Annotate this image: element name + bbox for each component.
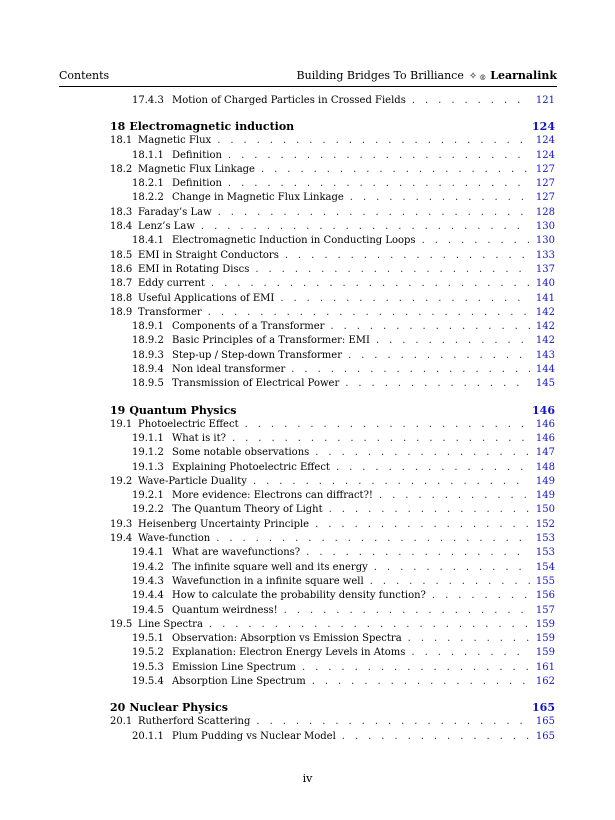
toc-page-link[interactable]: 142 [535, 306, 555, 318]
toc-entry-number: 19.2.1 [132, 490, 164, 502]
toc-page-link[interactable]: 141 [535, 292, 555, 304]
toc-subsection-entry[interactable] [110, 350, 555, 364]
toc-leader-dots [245, 419, 530, 430]
toc-subsection-entry[interactable] [110, 504, 555, 518]
toc-entry-title: Change in Magnetic Flux Linkage [172, 192, 344, 204]
toc-page-link[interactable]: 152 [535, 518, 555, 530]
sparkle-icon: ✧ [468, 71, 478, 82]
toc-entry-number: 19.2.2 [132, 504, 164, 516]
toc-entry-title: Faraday’s Law [138, 206, 212, 218]
toc-section-entry[interactable] [110, 164, 555, 178]
toc-entry-number: 18.4.1 [132, 235, 164, 247]
toc-page-link[interactable]: 159 [535, 618, 555, 630]
toc-gap [110, 109, 555, 120]
toc-page-link[interactable]: 150 [535, 504, 555, 516]
toc-subsection-entry[interactable] [110, 235, 555, 249]
toc-page-link[interactable]: 130 [535, 221, 555, 233]
toc-subsection-entry[interactable] [110, 364, 555, 378]
toc-leader-dots [379, 490, 530, 501]
toc-page-link[interactable]: 142 [535, 321, 555, 333]
toc-page-link[interactable]: 162 [535, 675, 555, 687]
toc-subsection-entry[interactable] [110, 590, 555, 604]
toc-subsection-entry[interactable] [110, 490, 555, 504]
toc-leader-dots [255, 264, 530, 275]
toc-subsection-entry[interactable] [110, 321, 555, 335]
toc-entry-number: 19.1.3 [132, 461, 164, 473]
header-section-label: Contents [59, 69, 110, 82]
toc-leader-dots [312, 676, 530, 687]
toc-subsection-entry[interactable] [110, 676, 555, 690]
toc-page-link[interactable]: 142 [535, 335, 555, 347]
toc-entry-number: 18.9.3 [132, 349, 164, 361]
toc-subsection-entry[interactable] [110, 547, 555, 561]
toc-entry-number: 19.1.1 [132, 432, 164, 444]
toc-leader-dots [350, 192, 530, 203]
running-header [59, 66, 557, 82]
toc-section-entry[interactable] [110, 307, 555, 321]
toc-page-link[interactable]: 127 [535, 192, 555, 204]
toc-page-link[interactable]: 165 [532, 701, 555, 715]
toc-page-link[interactable]: 147 [535, 447, 555, 459]
toc-subsection-entry[interactable] [110, 192, 555, 206]
table-of-contents [110, 95, 555, 745]
toc-gap [110, 690, 555, 701]
toc-page-link[interactable]: 127 [535, 178, 555, 190]
toc-entry-number: 19.5.3 [132, 661, 164, 673]
toc-leader-dots [336, 462, 530, 473]
header-brand [297, 69, 557, 82]
toc-page-link[interactable]: 128 [535, 206, 555, 218]
toc-entry-number: 19.1 [110, 418, 133, 430]
toc-leader-dots [228, 178, 530, 189]
toc-page-link[interactable]: 148 [535, 461, 555, 473]
toc-leader-dots [280, 293, 530, 304]
toc-page-link[interactable]: 133 [535, 249, 555, 261]
toc-entry-number: 18.2.2 [132, 192, 164, 204]
toc-entry-title: What are wavefunctions? [172, 547, 301, 559]
toc-entry-title: Quantum Physics [129, 403, 237, 417]
toc-entry-title: Photoelectric Effect [138, 418, 239, 430]
toc-leader-dots [315, 447, 530, 458]
toc-page-link[interactable]: 144 [535, 364, 555, 376]
toc-entry-number: 20.1.1 [132, 730, 164, 742]
toc-entry-number: 18.2 [110, 163, 133, 175]
toc-leader-dots [285, 250, 530, 261]
toc-page-link[interactable]: 165 [535, 730, 555, 742]
toc-section-entry[interactable] [110, 135, 555, 149]
toc-entry-number: 20 [110, 701, 126, 715]
toc-subsection-entry[interactable] [110, 731, 555, 745]
toc-entry-title: Magnetic Flux [138, 135, 212, 147]
toc-entry-title: Line Spectra [138, 618, 203, 630]
toc-entry-number: 18.9.5 [132, 378, 164, 390]
toc-entry-title: Definition [172, 149, 222, 161]
toc-subsection-entry[interactable] [110, 335, 555, 349]
toc-section-entry[interactable] [110, 264, 555, 278]
toc-entry-number: 18.1 [110, 135, 133, 147]
toc-section-entry[interactable] [110, 533, 555, 547]
registered-mark: ® [479, 74, 487, 82]
brand-name: Learnalink [490, 69, 557, 82]
toc-leader-dots [432, 590, 530, 601]
toc-subsection-entry[interactable] [110, 433, 555, 447]
toc-page-link[interactable]: 153 [535, 547, 555, 559]
toc-section-entry[interactable] [110, 278, 555, 292]
toc-section-entry[interactable] [110, 519, 555, 533]
toc-section-entry[interactable] [110, 250, 555, 264]
toc-leader-dots [374, 562, 530, 573]
toc-page-link[interactable]: 137 [535, 263, 555, 275]
toc-entry-title: EMI in Straight Conductors [138, 249, 279, 261]
toc-chapter-entry[interactable] [110, 404, 555, 419]
toc-section-entry[interactable] [110, 207, 555, 221]
toc-section-entry[interactable] [110, 293, 555, 307]
toc-entry-title: Some notable observations [172, 447, 310, 459]
toc-leader-dots [209, 619, 530, 630]
toc-leader-dots [253, 476, 530, 487]
toc-subsection-entry[interactable] [110, 150, 555, 164]
toc-entry-number: 18 [110, 120, 126, 134]
toc-entry-number: 18.9.4 [132, 364, 164, 376]
toc-leader-dots [211, 278, 530, 289]
toc-entry-title: Components of a Transformer [172, 321, 325, 333]
toc-leader-dots [329, 504, 530, 515]
toc-entry-title: Magnetic Flux Linkage [138, 163, 255, 175]
toc-entry-number: 18.7 [110, 278, 133, 290]
toc-entry-number: 18.5 [110, 249, 133, 261]
toc-entry-number: 17.4.3 [132, 95, 164, 106]
toc-entry-title: Motion of Charged Particles in Crossed Fields [172, 95, 406, 106]
toc-gap [110, 393, 555, 404]
toc-leader-dots [217, 135, 530, 146]
toc-entry-number: 18.4 [110, 221, 133, 233]
toc-subsection-entry[interactable] [110, 633, 555, 647]
toc-entry-number: 19.4.3 [132, 575, 164, 587]
toc-entry-number: 19.4.2 [132, 561, 164, 573]
toc-entry-number: 18.8 [110, 292, 133, 304]
toc-leader-dots [218, 207, 530, 218]
toc-page-link[interactable]: 127 [535, 163, 555, 175]
toc-page-link[interactable]: 156 [535, 590, 555, 602]
toc-section-entry[interactable] [110, 619, 555, 633]
toc-page-link[interactable]: 145 [535, 378, 555, 390]
toc-entry-title: Useful Applications of EMI [138, 292, 275, 304]
toc-entry-number: 19.5 [110, 618, 133, 630]
toc-entry-title: Quantum weirdness! [172, 604, 278, 616]
toc-leader-dots [422, 235, 530, 246]
toc-subsection-entry[interactable] [110, 95, 555, 109]
toc-page-link[interactable]: 153 [535, 533, 555, 545]
toc-entry-title: Definition [172, 178, 222, 190]
toc-entry-number: 20.1 [110, 716, 133, 728]
toc-entry-title: Emission Line Spectrum [172, 661, 296, 673]
toc-leader-dots [256, 716, 530, 727]
toc-page-link[interactable]: 159 [535, 633, 555, 645]
toc-entry-title: Explanation: Electron Energy Levels in Atoms [172, 647, 406, 659]
toc-entry-number: 18.9.1 [132, 321, 164, 333]
toc-entry-number: 19.4 [110, 533, 133, 545]
toc-leader-dots [348, 350, 530, 361]
toc-entry-title: Electromagnetic Induction in Conducting Loops [172, 235, 416, 247]
toc-entry-number: 18.6 [110, 263, 133, 275]
toc-leader-dots [411, 647, 530, 658]
toc-leader-dots [330, 321, 529, 332]
toc-entry-title: Wave-function [138, 533, 211, 545]
page-number: iv [302, 772, 313, 785]
toc-entry-number: 18.1.1 [132, 149, 164, 161]
toc-leader-dots [342, 731, 530, 742]
toc-leader-dots [232, 433, 530, 444]
toc-leader-dots [315, 519, 530, 530]
toc-leader-dots [370, 576, 530, 587]
toc-page-link[interactable]: 146 [535, 432, 555, 444]
toc-entry-title: EMI in Rotating Discs [138, 263, 250, 275]
toc-entry-title: Observation: Absorption vs Emission Spectra [172, 633, 402, 645]
toc-section-entry[interactable] [110, 221, 555, 235]
toc-leader-dots [228, 150, 530, 161]
toc-entry-title: The Quantum Theory of Light [172, 504, 323, 516]
toc-entry-title: Electromagnetic induction [129, 120, 295, 134]
toc-entry-title: Rutherford Scattering [138, 716, 251, 728]
toc-entry-title: Transmission of Electrical Power [172, 378, 340, 390]
toc-subsection-entry[interactable] [110, 562, 555, 576]
toc-entry-number: 19.4.5 [132, 604, 164, 616]
toc-section-entry[interactable] [110, 476, 555, 490]
toc-entry-title: Wavefunction in a infinite square well [172, 575, 364, 587]
toc-entry-title: Step-up / Step-down Transformer [172, 349, 342, 361]
toc-entry-title: Basic Principles of a Transformer: EMI [172, 335, 370, 347]
toc-entry-number: 19.3 [110, 518, 133, 530]
toc-leader-dots [306, 547, 530, 558]
toc-entry-title: Explaining Photoelectric Effect [172, 461, 330, 473]
toc-leader-dots [216, 533, 530, 544]
toc-leader-dots [412, 95, 530, 106]
toc-entry-title: How to calculate the probability density function? [172, 590, 426, 602]
toc-entry-title: Lenz’s Law [138, 221, 195, 233]
toc-page-link[interactable]: 146 [532, 403, 555, 417]
toc-page-link[interactable]: 130 [535, 235, 555, 247]
toc-leader-dots [284, 605, 530, 616]
toc-section-entry[interactable] [110, 419, 555, 433]
header-book-title: Building Bridges To Brilliance [296, 69, 464, 82]
toc-entry-title: Eddy current [138, 278, 205, 290]
toc-chapter-entry[interactable] [110, 701, 555, 716]
toc-page-link[interactable]: 121 [535, 95, 555, 106]
toc-entry-number: 19.5.4 [132, 675, 164, 687]
toc-subsection-entry[interactable] [110, 378, 555, 392]
toc-page-link[interactable]: 124 [535, 135, 555, 147]
toc-entry-number: 19.1.2 [132, 447, 164, 459]
toc-leader-dots [261, 164, 530, 175]
toc-page-link[interactable]: 154 [535, 561, 555, 573]
toc-subsection-entry[interactable] [110, 605, 555, 619]
toc-page-link[interactable]: 155 [535, 575, 555, 587]
toc-entry-title: Wave-Particle Duality [138, 475, 247, 487]
toc-leader-dots [208, 307, 530, 318]
toc-entry-number: 18.9.2 [132, 335, 164, 347]
toc-entry-title: Plum Pudding vs Nuclear Model [172, 730, 336, 742]
toc-leader-dots [291, 364, 530, 375]
toc-subsection-entry[interactable] [110, 178, 555, 192]
toc-entry-number: 18.9 [110, 306, 133, 318]
toc-page-link[interactable]: 143 [535, 349, 555, 361]
toc-page-link[interactable]: 124 [535, 149, 555, 161]
toc-subsection-entry[interactable] [110, 647, 555, 661]
toc-page-link[interactable]: 161 [535, 661, 555, 673]
toc-page-link[interactable]: 157 [535, 604, 555, 616]
toc-page-link[interactable]: 165 [535, 716, 555, 728]
toc-page-link[interactable]: 149 [535, 475, 555, 487]
toc-entry-title: The infinite square well and its energy [172, 561, 368, 573]
toc-entry-number: 18.3 [110, 206, 133, 218]
toc-leader-dots [302, 662, 530, 673]
toc-chapter-entry[interactable] [110, 120, 555, 135]
toc-page-link[interactable]: 146 [535, 418, 555, 430]
toc-entry-title: Non ideal transformer [172, 364, 286, 376]
toc-page-link[interactable]: 124 [532, 120, 555, 134]
toc-page-link[interactable]: 149 [535, 490, 555, 502]
toc-entry-title: Nuclear Physics [129, 701, 228, 715]
toc-entry-title: Heisenberg Uncertainty Principle [138, 518, 310, 530]
toc-entry-number: 19.4.4 [132, 590, 164, 602]
toc-leader-dots [201, 221, 530, 232]
toc-subsection-entry[interactable] [110, 462, 555, 476]
toc-entry-number: 19.5.1 [132, 633, 164, 645]
toc-section-entry[interactable] [110, 716, 555, 730]
toc-entry-number: 19.2 [110, 475, 133, 487]
toc-entry-number: 19.4.1 [132, 547, 164, 559]
toc-entry-number: 19 [110, 403, 126, 417]
toc-entry-title: Transformer [138, 306, 202, 318]
toc-entry-title: What is it? [172, 432, 226, 444]
toc-leader-dots [345, 378, 530, 389]
toc-subsection-entry[interactable] [110, 662, 555, 676]
toc-leader-dots [376, 335, 530, 346]
toc-page-link[interactable]: 140 [535, 278, 555, 290]
toc-entry-number: 18.2.1 [132, 178, 164, 190]
header-rule [59, 86, 557, 87]
toc-leader-dots [408, 633, 530, 644]
toc-entry-title: More evidence: Electrons can diffract?! [172, 490, 373, 502]
toc-subsection-entry[interactable] [110, 447, 555, 461]
toc-subsection-entry[interactable] [110, 576, 555, 590]
toc-entry-title: Absorption Line Spectrum [172, 675, 306, 687]
toc-entry-number: 19.5.2 [132, 647, 164, 659]
toc-page-link[interactable]: 159 [535, 647, 555, 659]
